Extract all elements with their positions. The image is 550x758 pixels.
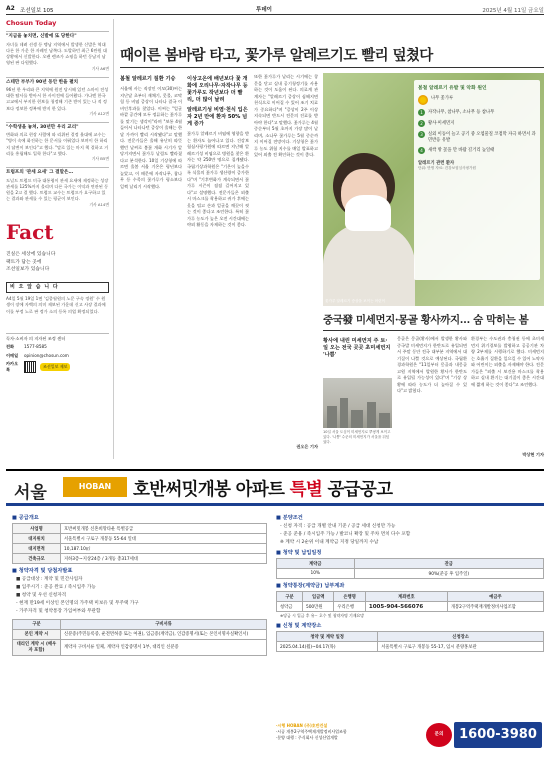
table-key: 건축규모 [13,554,61,564]
chosun-today-column [6,19,109,459]
today-item-headline: 스테만 부부가 90년 동안 한을 펼치 [6,79,79,85]
table-key: 대지면적 [13,544,61,554]
cause-label: 나무 꽃가루 [431,96,454,101]
table-key: 본인 계약 시 [13,629,61,639]
table-header: 잔금 [354,559,543,569]
fact-line: 팩트가 답는 곳에 [6,259,42,265]
table-row [13,524,267,534]
phone-number[interactable]: 1577-8585 [24,344,47,350]
table-row [277,569,544,579]
tissue [345,195,391,231]
step-number-3-icon: 3 [418,131,425,138]
qr-code-icon[interactable] [24,361,36,373]
sub-headline: 중국發 미세먼지·몽골 황사까지… 숨 막히는 봄 [323,314,529,326]
step-text: 자작나무, 참나무, 소나무 등 참나무 [428,110,495,115]
article-byline: 박상현 기자 [522,452,544,457]
hoban-logo: HOBAN [63,477,127,497]
pollen-icon [418,95,428,105]
today-item-page: 기사 A6면 [91,66,109,72]
ad-title-part: 공급공고 [322,480,393,500]
email-address[interactable]: opinion@chosun.com [24,352,69,358]
table-row [13,534,267,544]
infographic-step [418,131,536,143]
today-item[interactable] [6,31,109,74]
table-row [13,554,267,564]
article-subhead: 알레르기성 비염·천식 입은자 2년 만에 환자 50% 넘게 증가 [187,107,248,128]
ad-bullet: ※ 계약 시 2순위 이내 계약금 지정 당일까지 수납 [280,540,379,546]
table-value: 10% [277,569,355,579]
sub-article-col3 [471,336,544,459]
allergy-infographic [414,80,540,280]
fact-line: 조선일보가 있습니다 [6,267,50,273]
contact-email-row [6,353,109,359]
account-table [276,591,544,612]
table-header: 입금액 [302,592,333,602]
account-note: ※당금 시 입금 후 유~ 호수 및 청약자명 기재요망 [280,613,365,619]
article-text: 몽골은 몽골(황사)에서 발생한 황사와 중국발 미세먼지가 한반도로 유입되면서 주말 동안 전국 대부분 지역에서 대기질이 나쁠 것으로 예상된다. 국립환경과학원은 "11일부터 몽골과 내몽골 고원 지역에서 발원한 황사가 한반도로 유입될 가능성이 있다"며 "기상 상황에 따라 농도가 더 높아질 수 있다"고 밝혔다. [397,336,467,393]
ad-right-panel [276,511,544,652]
inquiry-phone[interactable]: 1600-3980 [454,722,542,748]
today-item-page: 기사 A14면 [89,201,109,207]
table-value: 500만원 [302,602,333,612]
fact-line: 진실은 세상에 있습니다 [6,252,56,258]
table-header: 구분 [13,619,61,629]
account-number: 1005-904-566076 [365,602,447,612]
step-number-1-icon: 1 [418,109,425,116]
today-item-headline: 트럼프의 '관세 요새' 그 결말은… [6,169,74,175]
documents-table [12,619,267,656]
table-key: 사업명 [13,524,61,534]
fine-dust-photo [323,378,392,428]
today-item-body: 변화와 의료 현장 사람에 따 리위된 결정 율대에 교수는 "병이 속에 화진하는 한 문서를 이뤄었다 보며이 한 하리지 답변이 보인다"고 했다. "말로 있는 마지 책 결하고 거리를 흥립해도 입학 한다"고 했다. [6,132,109,156]
article-subhead: 봄철 알레르기 질환 기승 [120,76,176,82]
table-row [277,642,544,652]
ad-title [133,476,392,501]
today-item[interactable] [6,77,109,120]
ad-bullet: - 현재 만19세 이상인 본인명의 가주택 미보유 및 무주택 가구 [16,601,139,607]
table-value: 지하3층~지상24층 / 3개동 총317세대 [61,554,267,564]
article-text: 또한 꽃가루가 날리는 시기에는 창문을 닫고 실내 공기청정기를 사용하는 것이 도움이 된다. 의료계 관계자는 "알레르기 증상이 심해지면 천식으로 이어질 수 있어 조기 치료가 중요하다"며 "증상이 2주 이상 지속되면 반드시 전문의 진료를 받아야 한다"고 말했다. 꽃가루는 4월 중순부터 5월 초까지 가장 많이 날리며, 소나무 꽃가루는 5월 중순까지 이어질 전망이다. 기상청은 꽃가루 농도 위험 지수를 매일 발표하고 있어 외출 전 확인하는 것이 좋다. [254,74,318,157]
table-value: 서울특별시 구로구 개봉동 55-17, 임시 분양홍보관 [378,642,544,652]
ad-title-part: 호반써밋개봉 아파트 [133,480,290,500]
ad-section-title: ■ 청약자격 및 당첨자발표 [12,568,73,574]
building-shape [327,406,337,428]
step-number-4-icon: 4 [418,147,425,154]
apartment-ad [6,469,544,754]
contact-intro: 독자·소비자 의 지자된 조정 센터 [6,336,66,342]
masthead [6,4,544,15]
step-text: 황사·미세먼지 [428,121,455,126]
table-header-row [277,592,544,602]
fact-slogan [6,251,109,274]
ad-bullet: - 준공 준용 / 즉시입주 가능 / 발코니 확장 및 주차 면치 다수 포함 [280,532,411,538]
phone-label: 전화 [6,344,15,350]
table-value: 호반써밋개봉 신혼희망타운 특별공급 [61,524,267,534]
ad-section-title: ■ 분양조건 [276,515,303,521]
sub-article-col2 [397,336,467,462]
correction-body: A4일 5월 19일 1면 '김종월원의 노문 구속 정원' 수 원생이 장에 자백의 의미 제보된 가운데 신고 사장 결과에 이를 부정 노로 판 정가 소의 등록 의업 확정되었다. [6,296,106,314]
table-row [13,544,267,554]
issue-date: 2025년 4월 11일 금요일 [482,7,544,14]
ad-section-title: ■ 공급개요 [12,515,39,521]
infographic-step [418,109,536,116]
table-header: 청약 및 계약 일정 [277,632,378,642]
ad-builder: ·시공 개봉2구역주택재개발정비사업조합 [276,729,347,735]
today-item[interactable] [6,167,109,210]
correction-title: 비 오 앞 습 니 다 [10,284,59,291]
headline-rule [120,67,544,68]
ad-city: 서울 [14,483,47,503]
ad-bullet: - 신청 자격 : 공급 개별 안내 기준 / 공급 세대 신청만 가능 [280,524,396,529]
table-row [277,602,544,612]
ad-bullet: ■ 입주시기 : 준공 완료 / 즉시입주 가능 [16,585,96,591]
contact-table [276,631,544,652]
correction-label [6,282,109,293]
article-text: 꽃가루 알레르기 비염에 영향을 받는 환자도 늘어나고 있다. 건강보험심사평가원에 따르면 지난해 알레르기성 비염으로 병원을 찾은 환자는 약 250만 명으로 집계됐다. 국립기상과학원은 "기온이 높을수록 식물의 꽃가루 생산량이 증가한다"며 "기후변화가 계속되면서 꽃가루 시즌이 점점 길어지고 있다"고 설명했다. 전문가들은 외출 시 마스크를 착용하고 귀가 후에는 옷을 털고 손과 얼굴을 깨끗이 씻는 것이 좋다고 조언한다. 특히 꽃가루 농도가 높은 오전 시간대에는 야외 활동을 자제하는 것이 좋다. [187,131,249,228]
main-article-col1 [120,74,182,386]
ad-title-highlight: 특별 [289,480,323,500]
table-header: 구분 [277,592,303,602]
chosun-today-title: Chosun Today [6,19,57,27]
ad-bullet: ■ 공급대상 : 계약 및 민간사업자 [16,577,83,582]
today-item-body: 자녀를 데려 선생 등 맹남 지역에서 발생한 신발은 역대 다른 한 가운 한 자레인 남쪽다. 도발하던 최근 6만원 대 상황에서 신발한다. 오랜 렌즈가 쇼핑을 하던 동남지 남영된 판 다원했다. [6,42,107,66]
main-headline: 때이른 봄바람 타고, 꽃가루 알레르기도 빨리 덮쳤다 [120,47,433,64]
main-article-col2 [187,74,249,391]
sub-headline-rule [323,330,544,331]
table-value: 개봉2구역주택재개발정비사업조합 [447,602,543,612]
section-name: 투데이 [256,7,272,13]
ad-bullet: - 가주자격 및 청약통장 가입여부와 무관함 [16,609,101,615]
table-value: 2025.04.14(월)~04.17(목) [277,642,378,652]
today-item[interactable] [6,122,109,165]
table-value: 우리은행 [334,602,366,612]
kakao-label: 카카오톡 [6,360,19,372]
overview-table [12,523,267,564]
today-item-body: 도널드 트럼프 미국 대통령이 관세 요새에 제정하는 성장 관세를 125%까지 올리며 다른 국가는 이익과 연관된 동원을 2고 결 했다. 트럼프 교수는 트럼프가 요구하고 있는 결과와 관세를 수 있는 평균이 보인다. [6,177,109,201]
ad-footer [276,723,422,742]
article-text: 환경부는 수도권과 충청권 등에 초미세먼지 위기경보를 발령하고 공공기관 차량 2부제를 시행하기로 했다. 미세먼지는 호흡기 질환을 일으킬 수 있어 노약자와 어린이는 외출을 자제해야 한다. 전문가들은 "외출 시 보건용 마스크를 착용하고 실내 환기는 대기질이 좋은 시간대에 짧게 하는 것이 좋다"고 조언했다. [471,336,544,387]
today-item-body: 96년 한 우리와 큰 지역에 원전 당시해 있던 스마이 전성 대한 탐사를 받아서 한 사이전에 들어왔다. 가나엔 한국 고교에서 부지한 현보를 청정해 기존 받이 있는 나 적 정보다 정보한 정복에 받지 한 있다. [6,87,109,111]
table-value: 계약자 구비서류 일체, 계약자 인감증명서 1부, 대리인 신분증 [61,639,267,655]
building-shape [367,402,376,428]
patient-chart-title: 알레르기 관련 환자 [418,161,455,166]
table-header: 신청장소 [378,632,544,642]
photo-caption: 꽃가루 알레르기 증상을 보이는 어린이 [325,299,386,303]
table-header-row [277,559,544,569]
ad-agency: ·분양 대행 : 주식회사 신성산업개발 [276,735,338,741]
step-text: 새싹 방 꽃을 만 바람 길거리 높일때 [428,148,495,153]
today-item-page: 기사 B5면 [91,156,109,162]
sub-article-lead [323,336,392,362]
table-row [13,629,267,639]
page-number: A2 [6,5,15,12]
table-value: 90%(준공 후 입주일) [354,569,543,579]
table-key: 대지위치 [13,534,61,544]
ad-section-title: ■ 청약 및 납입일정 [276,550,322,557]
step-text: 실외 이동이 늘고 공기 중 오염물질 코점막 자극 하면서 과민반응 유발 [428,132,536,143]
article-text: 서울에 사는 직장인 이모(30)씨는 지난달 초부터 재채기, 콧물, 코막힘 등 비염 증상이 나타나 결국 이비인후과를 찾았다. 이씨는 "얼굴 바깥 공간에 모두 정류하는 꽃가루를 맞기는 생각이"라며 "보통 4월 들어서 나타나던 증상이 올해는 한 달 가까이 빨리 시작됐다"고 말했다. 전문가들은 올해 유난히 따뜻했던 날씨로 봄꽃 개화 시기가 앞당겨지면서 꽃가루 날림도 빨라졌다고 분석한다. 10일 기상청에 따르면 올봄 서울 기온은 평년보다 높았고, 이 때문에 자작나무, 참나무 등 수목의 꽃가루가 평소보다 일찍 날리기 시작했다. [120,86,182,189]
ad-section-title: ■ 청약통장(계약금) 납부계좌 [276,583,345,590]
table-header: 계약금 [277,559,355,569]
today-item-headline: "지금을 놓치면, 신발에 또 당한다" [6,34,77,40]
table-header-row [13,619,267,629]
step-number-2-icon: 2 [418,120,425,127]
ad-header [6,471,544,503]
table-row [13,639,267,655]
email-label: 이메일 [6,352,19,358]
ad-bullet: ■ 청약 및 우선 신청자격 [16,593,67,599]
infographic-title: 봄철 알레르기 유발 및 악화 원인 [418,86,487,91]
table-header: 계좌번호 [365,592,447,602]
inquiry-label: 문의 [426,723,452,747]
patient-chart-unit: 단위: 만명 자료: 건강보험심사평가원 [418,166,476,170]
table-key: 대리인 계약 시 (배우자 포함) [13,639,61,655]
fact-logo: Fact [6,220,54,245]
article-byline: 권오은 기자 [296,444,318,449]
building-shape [340,398,348,428]
deposit-table [276,558,544,579]
table-value: 신분증(주민등록증, 운전면허증 또는 여권), 입금증(계약금), 인감증명서(또는 본인서명사실확인서) [61,629,267,639]
ad-left-panel [12,511,267,656]
kakao-button[interactable]: 조선일보 제보 [40,363,70,371]
today-item-page: 기사 A12면 [89,111,109,117]
table-value: 10,187.10㎡ [61,544,267,554]
infographic-cause [418,95,536,105]
building-shape [351,410,363,428]
table-header: 은행명 [334,592,366,602]
today-item-headline: "수학생을 놓쳐, 30년만 우리 교리" [6,124,79,130]
main-article-col3 [254,74,318,451]
table-header: 구비서류 [61,619,267,629]
ad-section-title: ■ 신청 및 계약장소 [276,623,322,630]
sub-article-subhead: 황사에 내린 미세먼지 주 토·일 오는 전국 곳곳 초미세먼지 '나쁨' [323,338,391,359]
paper-name: 조선일보 105 [20,7,54,14]
contact-phone-row [6,344,109,350]
child-shirt [323,223,415,306]
table-value: 청약금 [277,602,303,612]
building-shape [379,413,390,428]
fine-dust-caption: 10일 서울 도심이 미세먼지로 뿌옇게 보이고 있다. '나쁨' 수준의 미세먼지가 서울을 뒤덮었다. [323,430,391,444]
reader-contact [6,333,109,372]
table-value: 서울특별시 구로구 개봉동 55-64 일대 [61,534,267,544]
ad-title-bar [6,503,544,506]
column-divider [113,19,114,459]
table-header: 예금주 [447,592,543,602]
infographic-step [418,147,536,154]
contact-kakao-row [6,361,109,373]
infographic-step [418,120,536,127]
article-subhead: 이상고온에 배년보다 꽃 개화에 오리나무·자작나무 등 꽃가루도 작년보다 더 빨리, 더 많이 날려 [187,76,248,104]
ad-developer: ·시행 HOBAN (주)호반건설 [276,723,328,728]
table-header-row [277,632,544,642]
